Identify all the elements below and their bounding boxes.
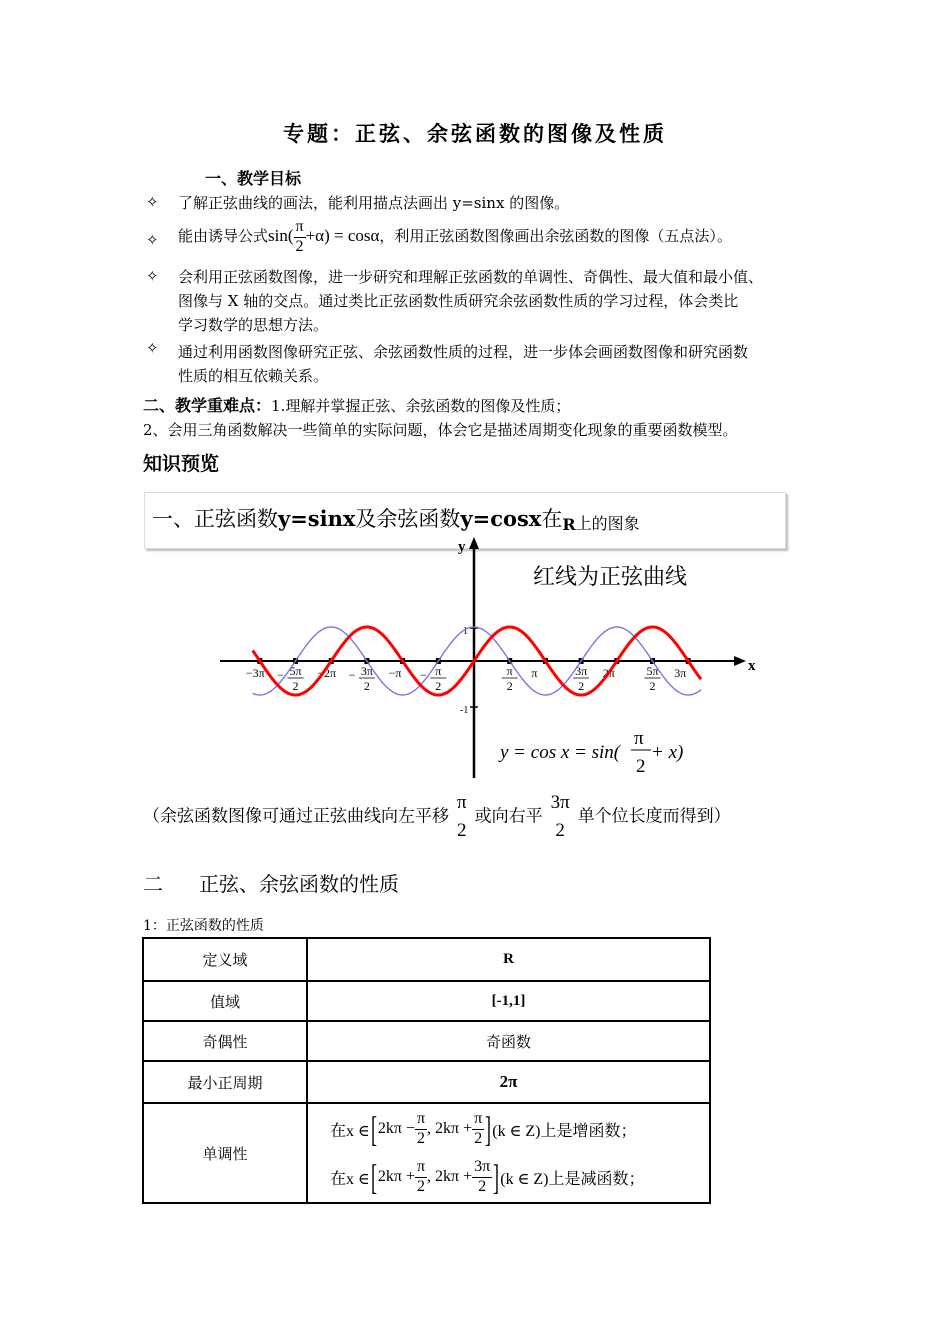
table-cell-monotonicity — [307, 1103, 710, 1203]
mono-text: 2kπ + — [377, 1168, 415, 1185]
graph-red-note: 红线为正弦曲线 — [533, 565, 688, 590]
table-cell-label: 定义域 — [143, 938, 307, 981]
right-bracket-icon: ] — [485, 1109, 492, 1149]
formula-sin: sin( — [268, 226, 294, 245]
mono-text: 在x ∈ — [330, 1170, 370, 1188]
x-tick-label-denominator: 2 — [292, 679, 299, 693]
monotonicity-decreasing — [330, 1153, 708, 1201]
fraction-denominator: 2 — [474, 1129, 483, 1147]
table-row — [143, 981, 710, 1021]
formula-two: 2 — [636, 756, 646, 777]
sine-properties-subheading: 1：正弦函数的性质 — [143, 918, 264, 934]
box-title-text: 上的图象 — [575, 514, 640, 533]
x-tick-label-numerator: π — [435, 664, 442, 678]
objective-1: 了解正弦曲线的画法，能利用描点法画出 y=sinx 的图像。 — [178, 194, 570, 212]
fraction-numerator: π — [415, 1158, 427, 1177]
mono-fraction — [472, 1110, 484, 1148]
objective-3-line: 会利用正弦函数图像，进一步研究和理解正弦函数的单调性、奇偶性、最大值和最小值、 — [178, 268, 764, 286]
formula-pi: π — [634, 728, 644, 749]
mono-text: (k ∈ Z)上是减函数； — [500, 1170, 645, 1188]
note-fraction-1 — [455, 792, 469, 842]
fraction-denominator: 2 — [417, 1177, 425, 1195]
mono-fraction — [415, 1110, 427, 1148]
monotonicity-increasing — [330, 1105, 708, 1153]
section-number: 二 — [143, 872, 163, 896]
mono-text: (k ∈ Z)上是增函数； — [492, 1122, 637, 1140]
x-tick-label: 2π — [602, 666, 615, 680]
bullet-icon: ✧ — [146, 231, 159, 249]
y-label-one: 1 — [463, 626, 468, 637]
note-fraction-2 — [549, 792, 572, 842]
x-tick-label-numerator: 3π — [360, 664, 373, 678]
bullet-icon: ✧ — [146, 339, 159, 357]
graph-formula — [498, 728, 683, 777]
objective-3-line: 图像与 X 轴的交点。通过类比正弦函数性质研究余弦函数性质的学习过程，体会类比 — [178, 292, 739, 310]
x-tick-label-denominator: 2 — [578, 679, 585, 693]
x-tick-label: π — [531, 666, 538, 680]
objective-4-line: 性质的相互依赖关系。 — [178, 367, 329, 385]
key-point-1: 1.理解并掌握正弦、余弦函数的图像及性质； — [271, 397, 571, 415]
note-text: 或向右平 — [474, 806, 543, 827]
fraction-denominator: 2 — [555, 819, 565, 841]
objectives-heading: 一、教学目标 — [205, 169, 302, 188]
table-cell-value: [-1,1] — [307, 981, 710, 1021]
key-point-2: 2、会用三角函数解决一些简单的实际问题，体会它是描述周期变化现象的重要函数模型。 — [143, 421, 738, 439]
mono-fraction — [472, 1158, 492, 1196]
x-axis-label: x — [748, 658, 756, 674]
page-title: 专题：正弦、余弦函数的图像及性质 — [283, 122, 667, 146]
box-title-text: 及余弦函数 — [355, 507, 461, 531]
sine-properties-table — [142, 937, 711, 1204]
x-axis-arrow-icon — [734, 656, 746, 666]
fraction-denominator: 2 — [478, 1177, 487, 1195]
table-cell-value: 奇函数 — [307, 1021, 710, 1061]
table-row — [143, 938, 710, 981]
shift-note — [143, 792, 731, 842]
bullet-icon: ✧ — [146, 193, 159, 211]
formula-left: y = cos x = sin( — [500, 742, 621, 763]
preview-heading: 知识预览 — [143, 453, 220, 475]
section-2-heading — [143, 868, 399, 897]
table-cell-value: R — [307, 938, 710, 981]
fraction-numerator: π — [294, 218, 306, 237]
mono-text: , 2kπ + — [427, 1120, 473, 1137]
objective-2-prefix: 能由诱导公式 — [178, 227, 269, 245]
objective-3-line: 学习数学的思想方法。 — [178, 316, 329, 334]
fraction-numerator: 3π — [550, 792, 570, 813]
table-cell-value: 2π — [307, 1061, 710, 1103]
x-tick-minus-sign: − — [277, 668, 284, 682]
x-tick-label: −3π — [245, 666, 265, 680]
note-text: （余弦函数图像可通过正弦曲线向左平移 — [143, 806, 449, 827]
mono-text: 2kπ − — [377, 1120, 415, 1137]
fraction-numerator: 3π — [472, 1158, 492, 1177]
box-title-r: R — [562, 515, 576, 534]
x-tick-label-numerator: π — [506, 664, 513, 678]
x-tick-label: −2π — [317, 666, 337, 680]
key-points-heading: 二、教学重难点： — [143, 396, 272, 415]
y-axis-label: y — [458, 539, 466, 555]
x-tick-label-denominator: 2 — [649, 679, 656, 693]
x-tick-label-numerator: 3π — [575, 664, 588, 678]
y-label-neg-one: -1 — [460, 705, 469, 716]
x-tick-minus-sign: − — [419, 668, 427, 682]
formula-right: + x) — [651, 742, 684, 763]
box-title-text: 一、正弦函数 — [152, 507, 278, 531]
box-title-cos: y=cosx — [460, 506, 542, 531]
right-bracket-icon: ] — [493, 1157, 500, 1197]
x-tick-label-denominator: 2 — [363, 679, 370, 693]
x-tick-label-denominator: 2 — [506, 679, 513, 693]
box-title-sin: y=sinx — [278, 506, 356, 531]
table-row — [143, 1103, 710, 1203]
table-cell-label: 值域 — [143, 981, 307, 1021]
fraction-numerator: π — [457, 792, 467, 813]
left-bracket-icon: [ — [370, 1157, 377, 1197]
fraction-numerator: π — [415, 1110, 427, 1129]
box-title-text: 在 — [541, 507, 563, 531]
table-cell-label: 奇偶性 — [143, 1021, 307, 1061]
x-tick-label-denominator: 2 — [435, 679, 442, 693]
x-tick-label: −π — [388, 666, 402, 680]
fraction-denominator: 2 — [457, 819, 467, 841]
objective-4-line: 通过利用函数图像研究正弦、余弦函数性质的过程，进一步体会画函数图像和研究函数 — [178, 343, 749, 361]
note-text: 单个位长度而得到） — [577, 806, 731, 827]
y-axis-arrow-icon — [469, 537, 479, 549]
table-row — [143, 1021, 710, 1061]
x-tick-label-numerator: 5π — [646, 664, 659, 678]
left-bracket-icon: [ — [370, 1109, 377, 1149]
x-tick-minus-sign: − — [348, 668, 356, 682]
table-row — [143, 1061, 710, 1103]
fraction-numerator: π — [472, 1110, 484, 1129]
mono-text: 在x ∈ — [330, 1122, 370, 1140]
section-title: 正弦、余弦函数的性质 — [199, 872, 399, 896]
x-tick-label-numerator: 5π — [289, 664, 302, 678]
x-tick-label: 3π — [674, 666, 687, 680]
table-cell-label: 单调性 — [143, 1103, 307, 1203]
mono-fraction — [415, 1158, 427, 1196]
fraction-denominator: 2 — [417, 1129, 425, 1147]
fraction-denominator: 2 — [295, 237, 304, 255]
bullet-icon: ✧ — [146, 267, 159, 285]
mono-text: , 2kπ + — [427, 1168, 473, 1185]
objective-2-suffix: ，利用正弦函数图像画出余弦函数的图像（五点法）。 — [379, 227, 732, 245]
table-cell-label: 最小正周期 — [143, 1061, 307, 1103]
formula-rest: +α) = cosα — [305, 226, 380, 245]
